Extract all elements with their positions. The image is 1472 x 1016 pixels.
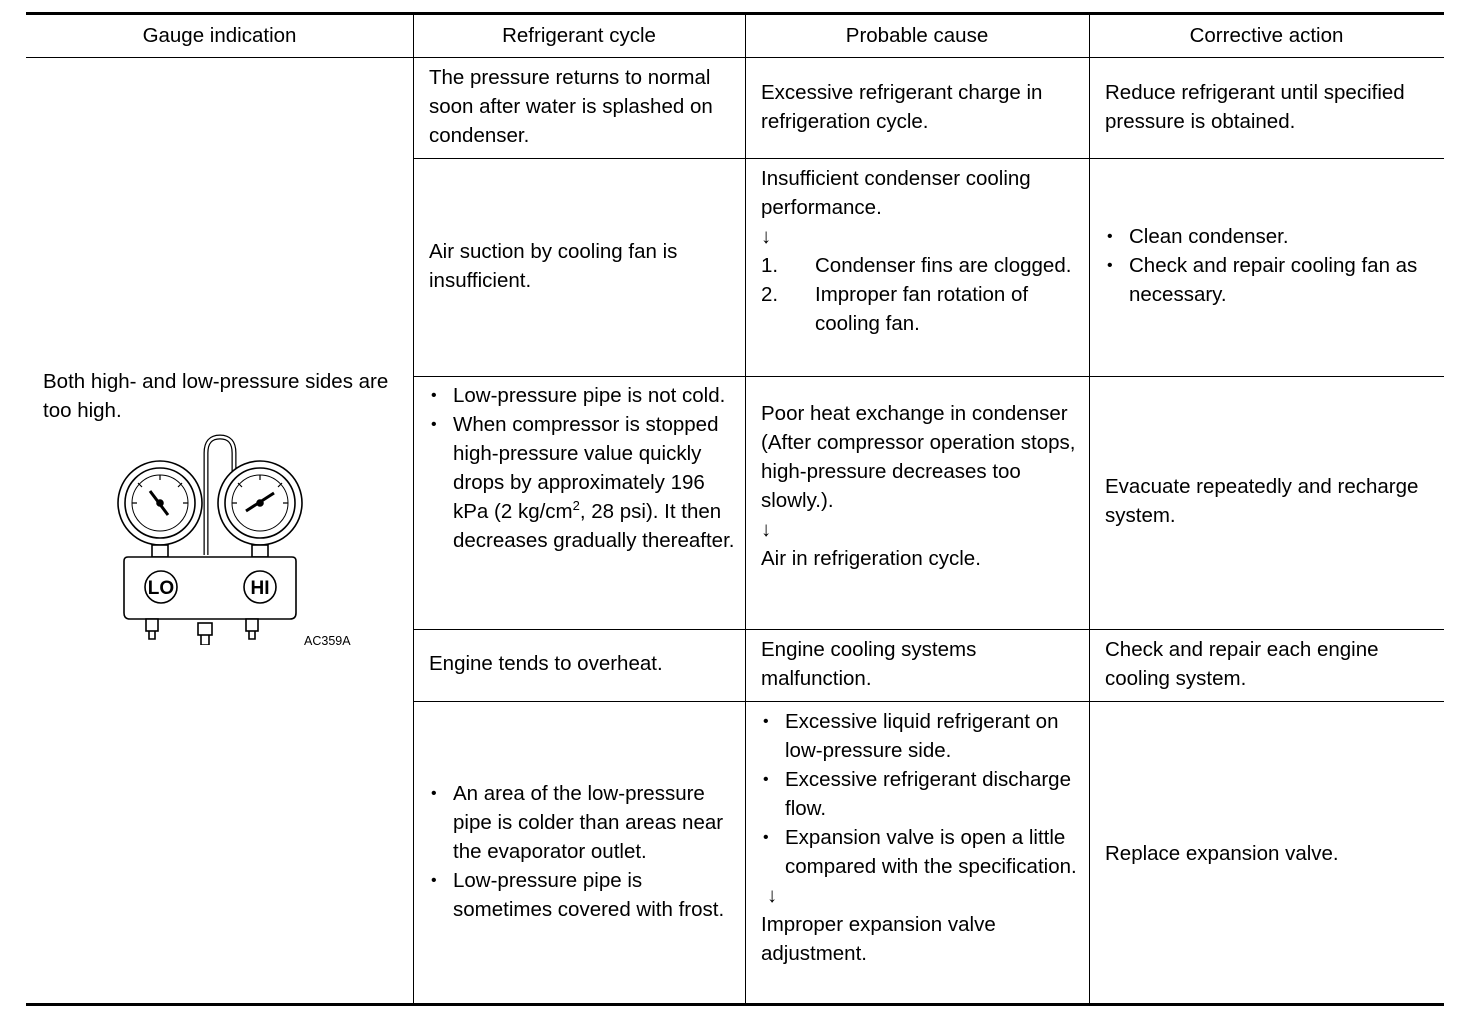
manifold-gauge-icon [116, 433, 366, 645]
troubleshooting-table [26, 12, 1444, 1006]
row5-probable-cause [761, 707, 1086, 968]
header-divider [26, 57, 1444, 58]
arrow-down-icon: ↓ [761, 518, 772, 541]
row1-corrective-action: Reduce refrigerant until specified pressure is obtained. [1105, 81, 1405, 133]
row-divider [413, 376, 1444, 377]
list-item: • Excessive liquid refrigerant on low-pressure side. [761, 707, 1086, 765]
cause-result: Air in refrigeration cycle. [761, 547, 981, 570]
row-divider [413, 158, 1444, 159]
list-item: • An area of the low-pressure pipe is colder than areas near the evaporator outlet. [429, 779, 739, 866]
row5-refrigerant-cycle [429, 779, 739, 924]
gauge-indication-text: Both high- and low-pressure sides are too high. [43, 370, 389, 422]
row2-corrective-action [1105, 222, 1440, 309]
row4-corrective-action: Check and repair each engine cooling system. [1105, 638, 1379, 690]
hi-label: HI [250, 578, 270, 599]
row-divider [413, 701, 1444, 702]
list-item: • Low-pressure pipe is sometimes covered with frost. [429, 866, 739, 924]
cause-intro: Insufficient condenser cooling performance. [761, 167, 1031, 219]
header-gauge-indication: Gauge indication [142, 24, 297, 47]
cause-result: Improper expansion valve adjustment. [761, 913, 996, 965]
row3-corrective-action: Evacuate repeatedly and recharge system. [1105, 475, 1419, 527]
lo-label: LO [147, 578, 175, 599]
row3-probable-cause [761, 399, 1086, 573]
list-item: • Excessive refrigerant discharge flow. [761, 765, 1086, 823]
arrow-down-icon: ↓ [767, 884, 778, 907]
list-item: 1. Condenser fins are clogged. [761, 254, 1072, 277]
list-item: • When compressor is stopped high-pressure value quickly drops by approximately 196 kPa (2 $kg/cm^2$, 28 psi). It then decreases gradually thereafter. [429, 410, 739, 555]
row2-probable-cause [761, 164, 1086, 338]
row3-refrigerant-cycle [429, 381, 739, 555]
row1-probable-cause: Excessive refrigerant charge in refrigeration cycle. [761, 81, 1043, 133]
row4-probable-cause: Engine cooling systems malfunction. [761, 638, 977, 690]
header-corrective-action: Corrective action [1189, 24, 1344, 47]
column-divider [745, 15, 746, 1003]
list-item: • Clean condenser. [1105, 222, 1440, 251]
figure-code: AC359A [304, 634, 351, 645]
row1-refrigerant-cycle: The pressure returns to normal soon after water is splashed on condenser. [429, 66, 713, 147]
row4-refrigerant-cycle: Engine tends to overheat. [429, 652, 663, 675]
cause-intro: Poor heat exchange in condenser [761, 402, 1068, 425]
row5-corrective-action: Replace expansion valve. [1105, 842, 1339, 865]
row-divider [413, 629, 1444, 630]
list-item: • Check and repair cooling fan as necessary. [1105, 251, 1440, 309]
header-probable-cause: Probable cause [845, 24, 989, 47]
column-divider [1089, 15, 1090, 1003]
row2-refrigerant-cycle: Air suction by cooling fan is insufficient. [429, 240, 678, 292]
list-item: • Expansion valve is open a little compared with the specification. [761, 823, 1086, 881]
list-item: 2. Improper fan rotation of cooling fan. [761, 283, 1029, 335]
column-divider [413, 15, 414, 1003]
cause-note: (After compressor operation stops, high-pressure decreases too slowly.). [761, 431, 1076, 512]
list-item: • Low-pressure pipe is not cold. [429, 381, 739, 410]
header-refrigerant-cycle: Refrigerant cycle [502, 24, 656, 47]
arrow-down-icon: ↓ [761, 225, 772, 248]
